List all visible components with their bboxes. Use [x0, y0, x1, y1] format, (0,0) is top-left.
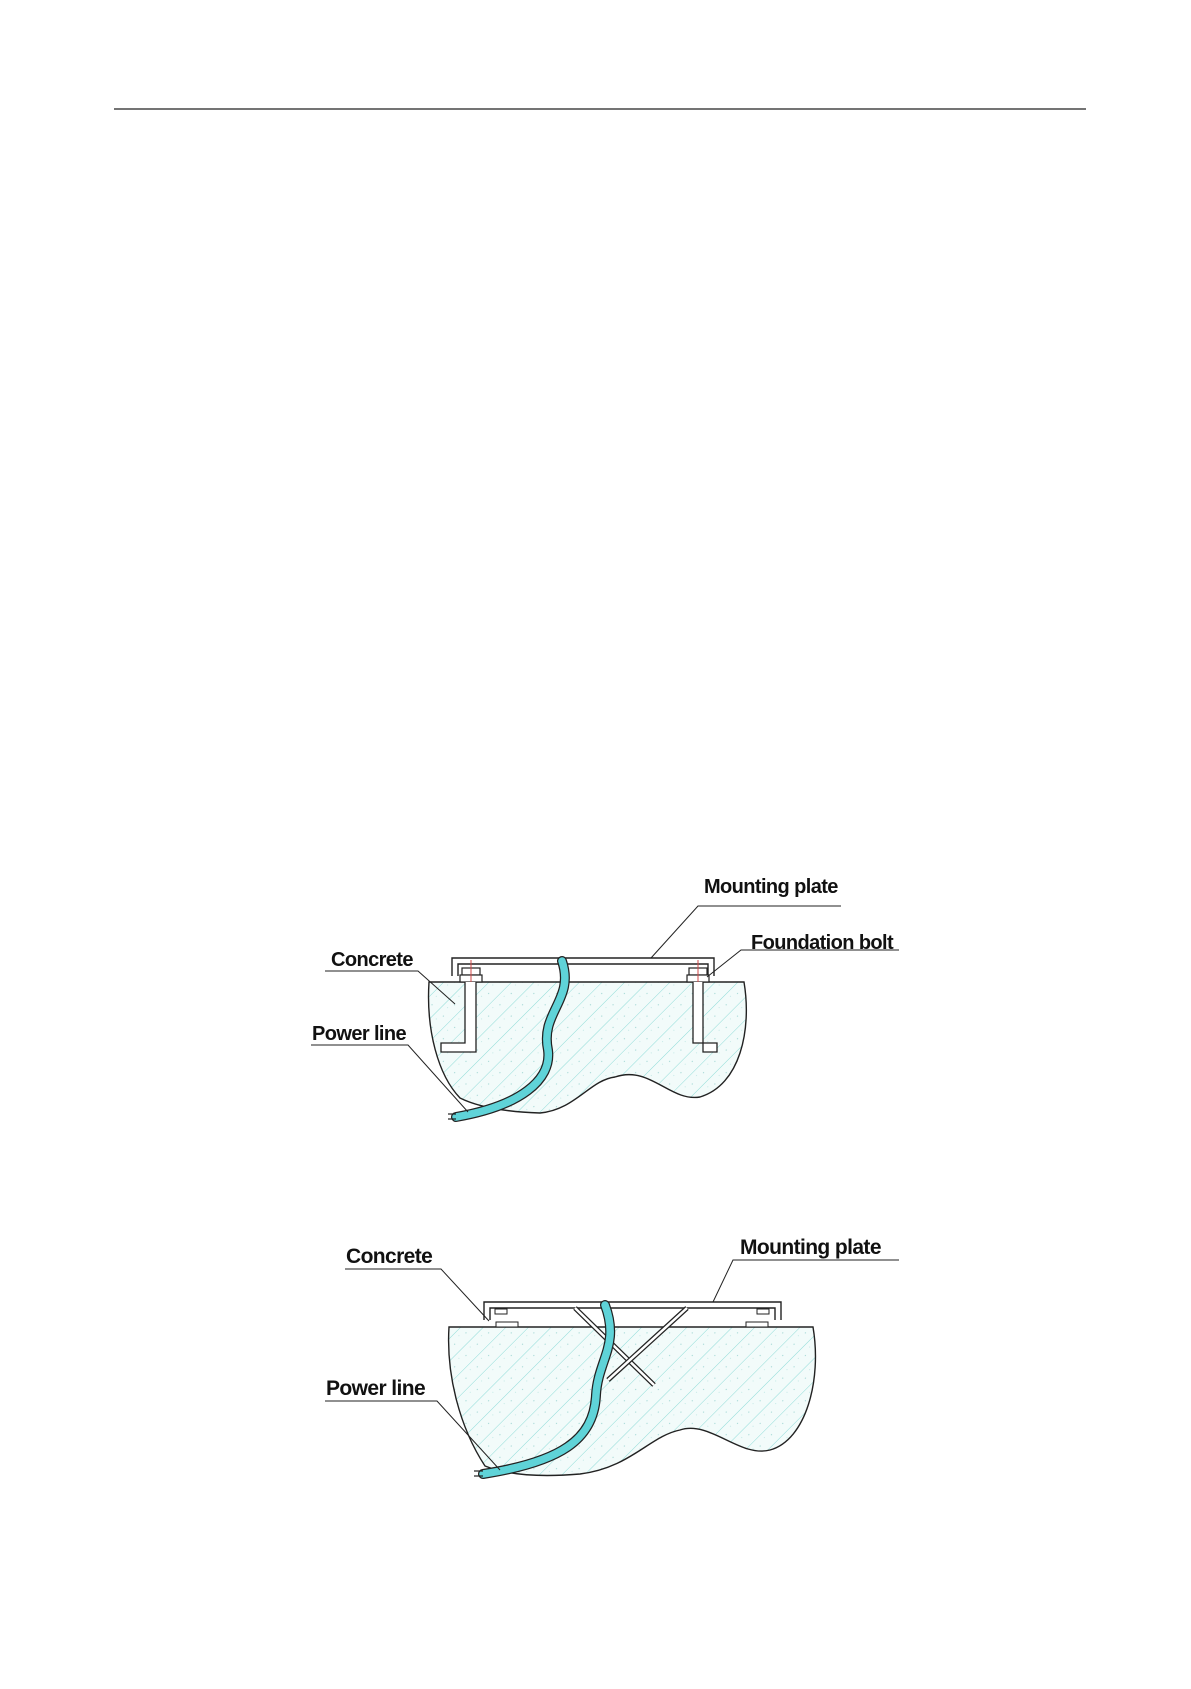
label-mounting-plate-1: Mounting plate [704, 876, 838, 898]
diagram-2-embedded-install [325, 1236, 899, 1476]
label-power-line-1: Power line [312, 1023, 407, 1045]
label-power-line-2: Power line [326, 1377, 426, 1400]
leader-foundation-bolt [707, 950, 899, 977]
label-foundation-bolt: Foundation bolt [751, 932, 894, 954]
mounting-plate-2 [484, 1302, 781, 1320]
concrete-section-2 [449, 1327, 816, 1475]
label-concrete-2: Concrete [346, 1245, 433, 1268]
diagram-1-foundation-bolt-install [311, 876, 899, 1119]
leader-concrete-2 [345, 1269, 489, 1321]
label-mounting-plate-2: Mounting plate [740, 1236, 881, 1259]
label-concrete-1: Concrete [331, 949, 413, 971]
leader-mounting-plate-2 [713, 1260, 899, 1302]
mounting-plate-1 [452, 958, 714, 976]
